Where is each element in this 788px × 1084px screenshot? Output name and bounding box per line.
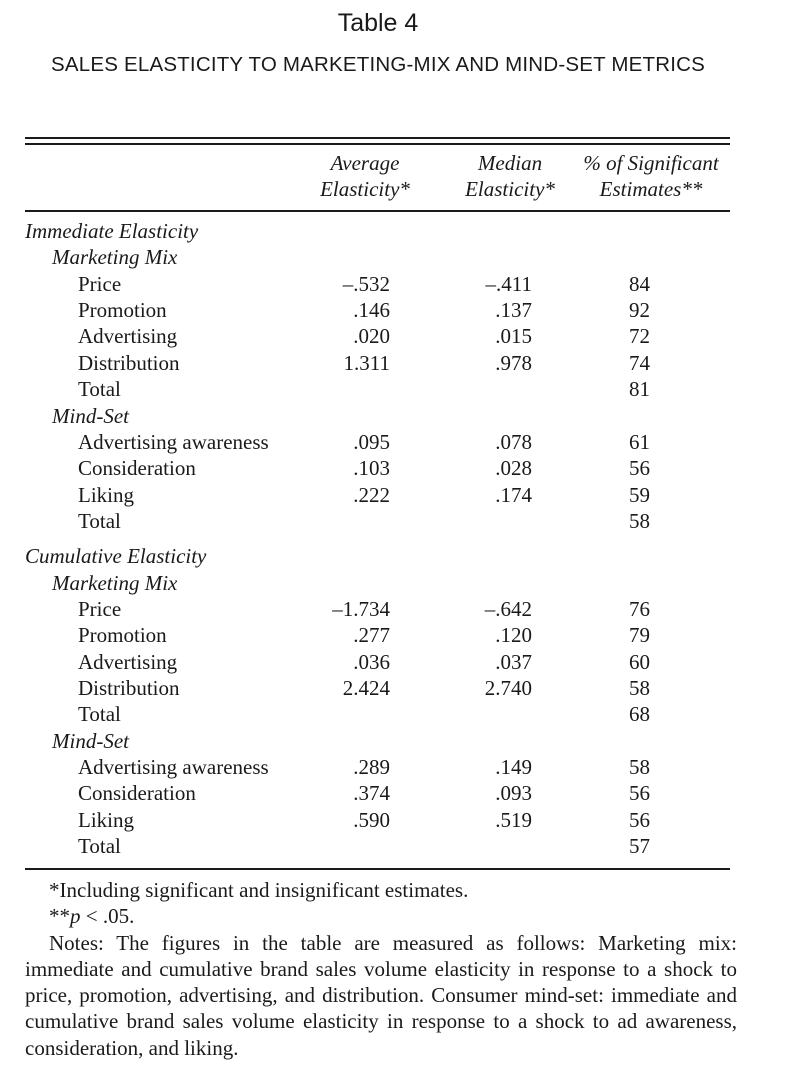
table-row xyxy=(0,297,788,323)
average-elasticity-cell: .374 xyxy=(353,781,390,806)
footnote-threshold: < .05. xyxy=(80,904,135,929)
row-label: Advertising awareness xyxy=(78,755,269,779)
row-label: Consideration xyxy=(78,781,196,806)
subsection-heading xyxy=(0,728,788,754)
row-label: Promotion xyxy=(78,623,167,648)
column-header-average-elasticity xyxy=(300,150,430,202)
median-elasticity-cell: .015 xyxy=(495,324,532,349)
row-label: Immediate Elasticity xyxy=(25,219,199,243)
table-row xyxy=(0,323,788,349)
footnote-including: *Including significant and insignificant estimates. xyxy=(49,878,469,902)
column-header-line: Elasticity* xyxy=(320,177,410,201)
row-label: Mind-Set xyxy=(52,403,129,428)
row-label: Marketing Mix xyxy=(52,245,178,270)
significant-estimates-cell: 72 xyxy=(629,324,650,349)
table-row xyxy=(0,675,788,701)
median-elasticity-cell: 2.740 xyxy=(484,676,532,700)
row-label: Consideration xyxy=(78,456,196,481)
significant-estimates-cell: 79 xyxy=(629,623,650,648)
significant-estimates-cell: 68 xyxy=(629,702,650,727)
average-elasticity-cell: .020 xyxy=(353,324,390,349)
table-row xyxy=(0,807,788,833)
average-elasticity-cell: –.532 xyxy=(342,271,390,296)
significant-estimates-cell: 59 xyxy=(629,482,650,507)
row-label: Cumulative Elasticity xyxy=(25,544,207,569)
significant-estimates-cell: 74 xyxy=(629,350,650,375)
row-label: Distribution xyxy=(78,676,180,700)
row-label: Distribution xyxy=(78,350,180,375)
column-header-line: Average xyxy=(330,151,400,175)
significant-estimates-cell: 57 xyxy=(629,834,650,859)
header-rule xyxy=(25,210,730,212)
average-elasticity-cell: –1.734 xyxy=(332,596,390,621)
average-elasticity-cell: .146 xyxy=(353,298,390,323)
table-row xyxy=(0,833,788,859)
subsection-heading xyxy=(0,244,788,270)
row-label: Liking xyxy=(78,807,134,832)
column-header-line: Median xyxy=(477,151,543,175)
table-row xyxy=(0,455,788,481)
row-label: Mind-Set xyxy=(52,728,129,753)
row-label: Total xyxy=(78,377,121,402)
footnote-significance xyxy=(25,903,737,929)
median-elasticity-cell: .120 xyxy=(495,623,532,648)
average-elasticity-cell: 2.424 xyxy=(342,676,390,700)
table-row xyxy=(0,780,788,806)
median-elasticity-cell: .174 xyxy=(495,482,532,507)
significant-estimates-cell: 58 xyxy=(629,676,650,700)
table-footnotes xyxy=(25,877,737,1061)
table-row xyxy=(0,754,788,780)
table-title: SALES ELASTICITY TO MARKETING-MIX AND MIND-SET METRICS xyxy=(50,53,705,76)
top-rule xyxy=(25,137,730,139)
significant-estimates-cell: 84 xyxy=(629,271,650,296)
table-row xyxy=(0,350,788,376)
significant-estimates-cell: 61 xyxy=(629,429,650,454)
significant-estimates-cell: 60 xyxy=(629,649,650,674)
median-elasticity-cell: .028 xyxy=(495,456,532,481)
row-label: Marketing Mix xyxy=(52,570,178,595)
row-label: Price xyxy=(78,596,122,621)
section-heading xyxy=(0,543,788,569)
footnote-notes: Notes: The figures in the table are measured as follows: Marketing mix: immediate and cumulative brand sales volume elasticity in response to a shock to price, promotion, advertising, and distribution. Consumer mind-set: immediate and cumulative brand sales volume elasticity in response to a shock to ad awareness, consideration, and liking. xyxy=(25,930,737,1060)
table-row xyxy=(0,376,788,402)
table-row xyxy=(0,482,788,508)
row-label: Total xyxy=(78,834,121,859)
median-elasticity-cell: –.411 xyxy=(485,271,532,296)
average-elasticity-cell: .277 xyxy=(353,623,390,648)
significant-estimates-cell: 56 xyxy=(629,807,650,832)
row-label: Liking xyxy=(78,482,134,507)
average-elasticity-cell: 1.311 xyxy=(343,350,390,375)
row-label: Total xyxy=(78,702,121,727)
row-label: Advertising xyxy=(78,324,178,349)
table-row xyxy=(0,622,788,648)
column-header-line: Estimates** xyxy=(599,177,703,201)
table-row xyxy=(0,271,788,297)
column-header-line: Elasticity* xyxy=(465,177,555,201)
row-label: Advertising xyxy=(78,649,178,674)
significant-estimates-cell: 76 xyxy=(629,596,650,621)
significant-estimates-cell: 56 xyxy=(629,781,650,806)
average-elasticity-cell: .222 xyxy=(353,482,390,507)
significant-estimates-cell: 92 xyxy=(629,298,650,323)
table-row xyxy=(0,701,788,727)
table-row xyxy=(0,649,788,675)
table-row xyxy=(0,508,788,534)
table-row xyxy=(0,429,788,455)
average-elasticity-cell: .103 xyxy=(353,456,390,481)
median-elasticity-cell: –.642 xyxy=(484,596,532,621)
significant-estimates-cell: 58 xyxy=(629,755,650,779)
median-elasticity-cell: .978 xyxy=(495,350,532,375)
column-header-median-elasticity xyxy=(450,150,570,202)
average-elasticity-cell: .095 xyxy=(353,429,390,454)
column-header-significant-estimates xyxy=(562,150,740,202)
significant-estimates-cell: 56 xyxy=(629,456,650,481)
median-elasticity-cell: .037 xyxy=(495,649,532,674)
column-header-line: % of Significant xyxy=(583,151,719,175)
row-label: Price xyxy=(78,271,122,296)
row-label: Promotion xyxy=(78,298,167,323)
median-elasticity-cell: .149 xyxy=(495,755,532,779)
subsection-heading xyxy=(0,570,788,596)
table-number: Table 4 xyxy=(337,9,419,37)
average-elasticity-cell: .036 xyxy=(353,649,390,674)
row-label: Total xyxy=(78,508,121,533)
section-heading xyxy=(0,218,788,244)
bottom-rule xyxy=(25,868,730,870)
median-elasticity-cell: .078 xyxy=(495,429,532,454)
significant-estimates-cell: 81 xyxy=(629,377,650,402)
table-row xyxy=(0,596,788,622)
significant-estimates-cell: 58 xyxy=(629,508,650,533)
median-elasticity-cell: .519 xyxy=(495,807,532,832)
average-elasticity-cell: .289 xyxy=(353,755,390,779)
footnote-marker: ** xyxy=(49,904,70,929)
subsection-heading xyxy=(0,403,788,429)
footnote-p-symbol: p xyxy=(70,904,81,929)
top-rule-second xyxy=(25,143,730,145)
row-label: Advertising awareness xyxy=(78,429,269,454)
average-elasticity-cell: .590 xyxy=(353,807,390,832)
median-elasticity-cell: .093 xyxy=(495,781,532,806)
median-elasticity-cell: .137 xyxy=(495,298,532,323)
